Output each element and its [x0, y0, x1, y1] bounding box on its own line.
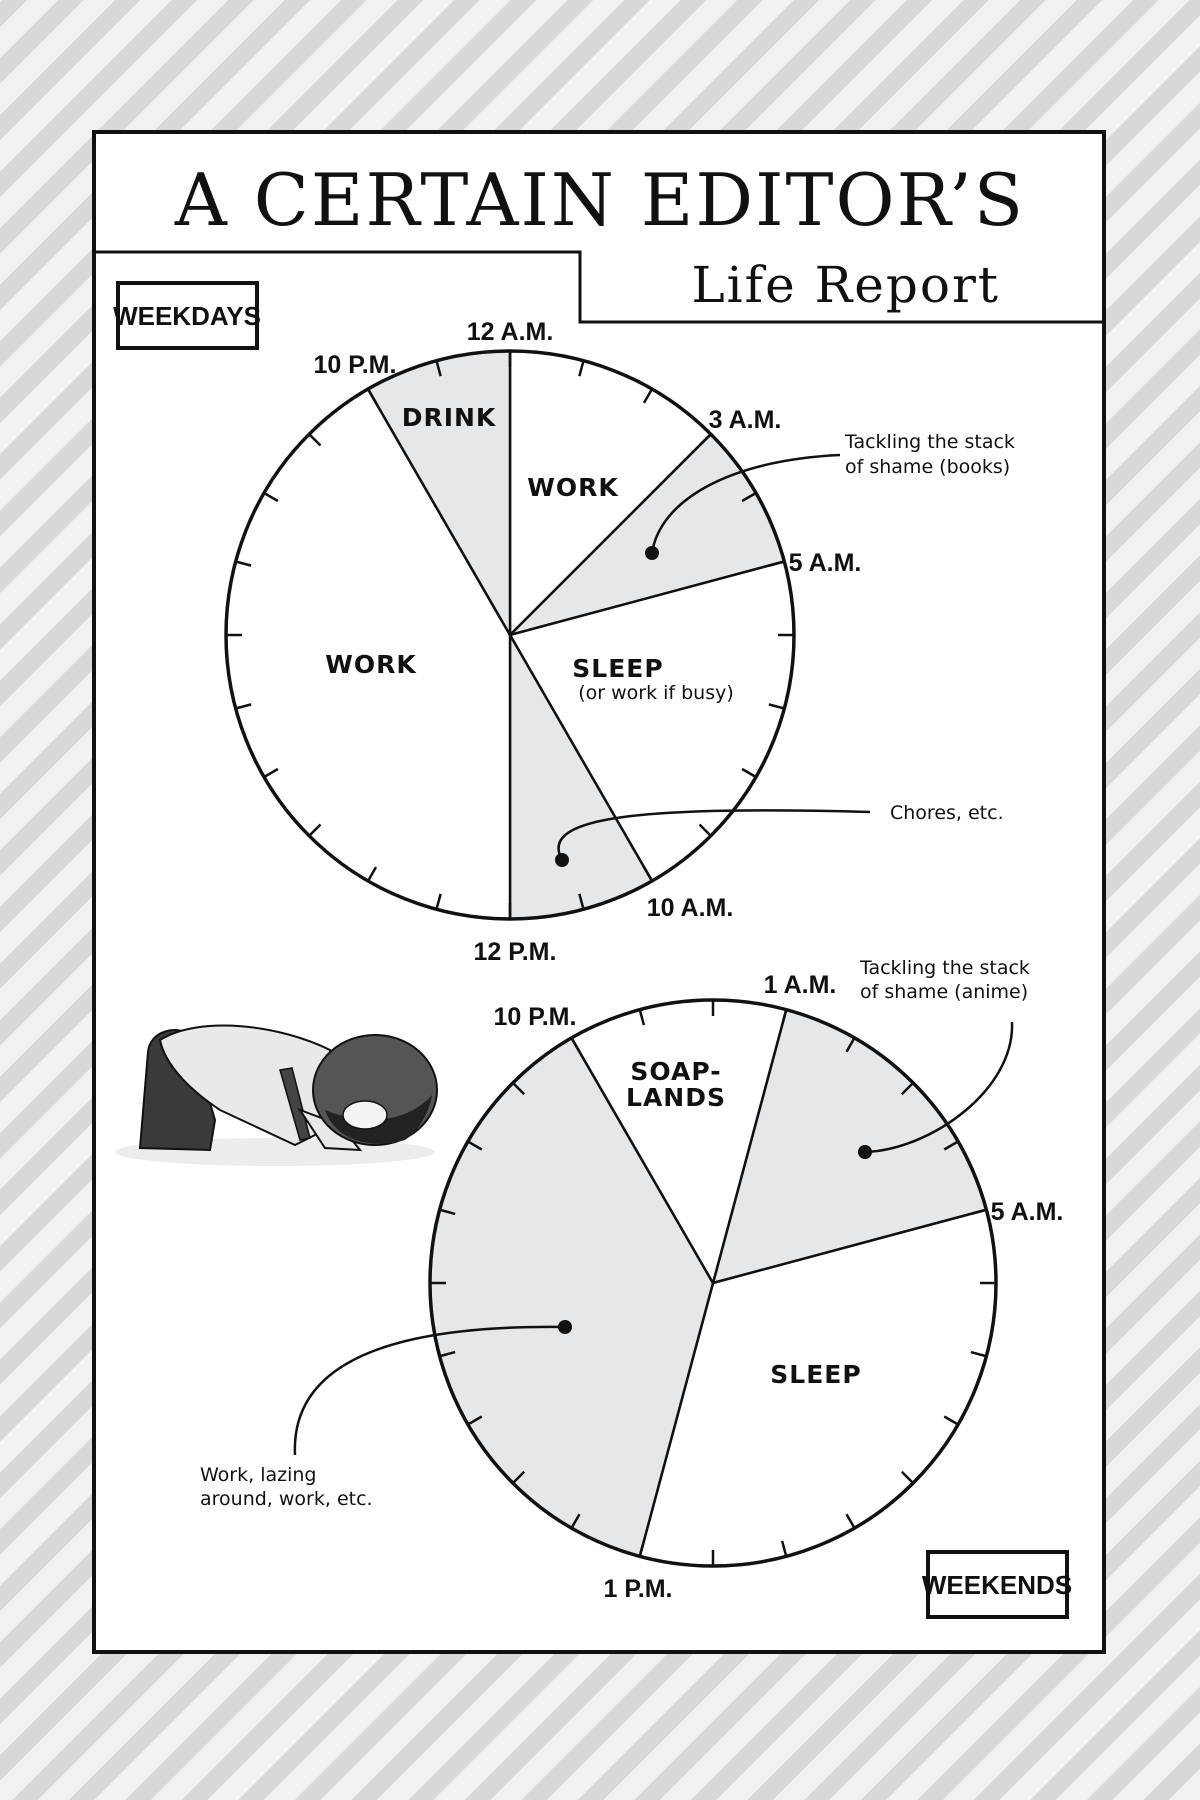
weekday-note-books-1: Tackling the stack — [845, 431, 1015, 453]
weekday-label-drink: DRINK — [401, 403, 497, 432]
weekday-label-work-left: WORK — [325, 650, 417, 679]
chores-callout-dot — [555, 853, 569, 867]
weekend-time-5am: 5 A.M. — [990, 1198, 1064, 1226]
weekend-time-1am: 1 A.M. — [763, 971, 837, 999]
work-callout-dot — [558, 1320, 572, 1334]
page-subtitle: Life Report — [691, 256, 1000, 314]
weekend-time-1pm: 1 P.M. — [603, 1575, 673, 1603]
weekend-time-10pm: 10 P.M. — [493, 1003, 577, 1031]
books-callout-dot — [645, 546, 659, 560]
weekend-note-anime-2: of shame (anime) — [860, 981, 1029, 1003]
weekday-note-chores: Chores, etc. — [890, 802, 1004, 824]
weekend-note-anime-1: Tackling the stack — [860, 957, 1030, 979]
weekday-label-work-top: WORK — [527, 473, 619, 502]
anime-callout-dot — [858, 1145, 872, 1159]
weekend-note-work-2: around, work, etc. — [200, 1488, 373, 1510]
weekday-time-3am: 3 A.M. — [708, 406, 782, 434]
weekday-time-12am: 12 A.M. — [466, 318, 554, 346]
weekday-pie-chart — [226, 351, 794, 919]
weekends-badge-label: WEEKENDS — [921, 1570, 1073, 1600]
weekday-label-sleep: SLEEP — [572, 654, 664, 683]
chibi-character-illustration — [115, 1026, 437, 1166]
weekend-label-soap-2: LANDS — [626, 1083, 726, 1112]
weekend-label-soap-1: SOAP- — [630, 1057, 722, 1086]
weekday-time-5am: 5 A.M. — [788, 549, 862, 577]
weekdays-badge-label: WEEKDAYS — [113, 301, 261, 331]
weekend-label-sleep: SLEEP — [770, 1360, 862, 1389]
weekday-time-10pm: 10 P.M. — [313, 351, 397, 379]
weekend-note-work-1: Work, lazing — [200, 1464, 317, 1486]
weekday-time-10am: 10 A.M. — [646, 894, 734, 922]
weekday-note-books-2: of shame (books) — [845, 456, 1011, 478]
weekday-label-sleep-sub: (or work if busy) — [578, 682, 734, 704]
weekday-time-12pm: 12 P.M. — [473, 938, 557, 966]
page-title: A CERTAIN EDITOR’S — [174, 158, 1026, 242]
